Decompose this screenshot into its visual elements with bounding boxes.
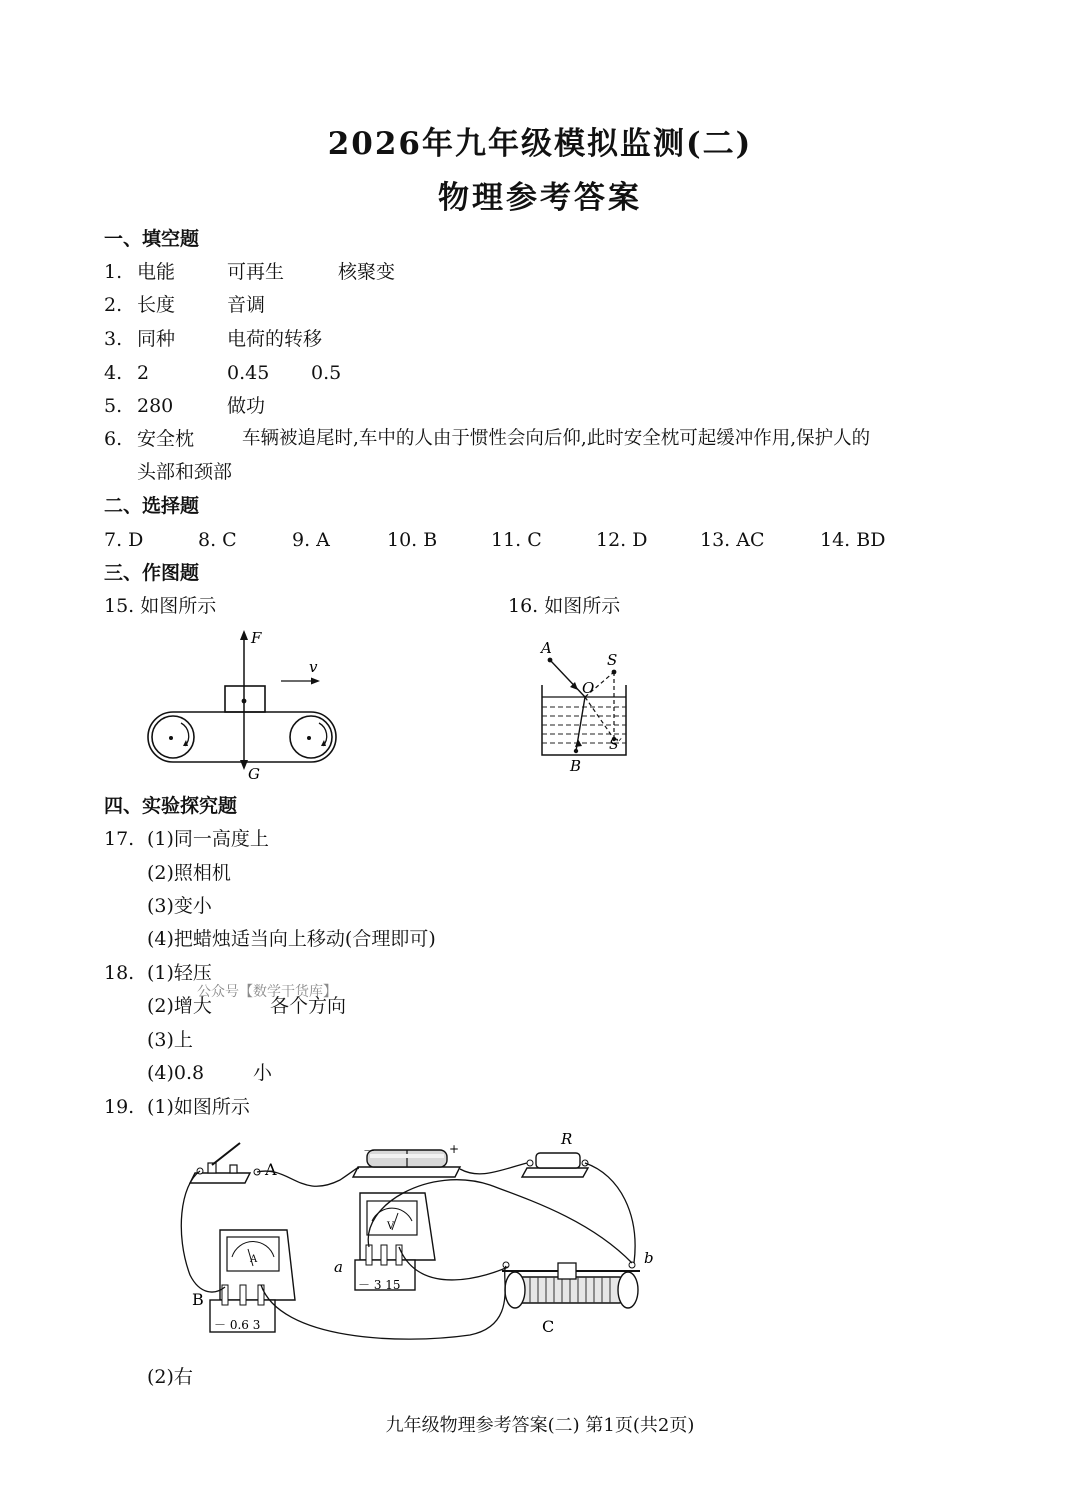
battery-minus: － [363,1144,376,1158]
q6-answer-2: 车辆被追尾时,车中的人由于惯性会向后仰,此时安全枕可起缓冲作用,保护人的 [242,428,871,449]
figure-15-conveyor [135,622,350,787]
voltmeter-terminals: － 3 15 [358,1278,401,1292]
q17-item-3: (3)变小 [147,895,212,917]
q19-number: 19. [104,1096,135,1118]
ammeter [210,1230,295,1332]
label-A: A [265,1160,277,1179]
page-footer: 九年级物理参考答案(二) 第1页(共2页) [385,1415,695,1436]
label-S: S [607,651,618,669]
q17-item-1: (1)同一高度上 [147,828,269,850]
label-R: R [561,1130,573,1148]
force-G-arrowhead [240,760,248,770]
label-B: B [192,1290,204,1309]
q18-item-1: (1)轻压 [147,962,212,984]
choice-answer-10: 10. B [387,529,438,551]
q2-answer-2: 音调 [227,294,266,316]
q4-answer-3: 0.5 [311,362,342,384]
label-O: O [582,679,595,697]
force-F-arrowhead [240,630,248,640]
label-A: A [541,639,552,657]
q2-number: 2. [104,294,123,316]
q4-answer-2: 0.45 [227,362,270,384]
label-v: v [309,658,318,676]
ammeter-terminals: － 0.6 3 [214,1318,261,1332]
label-G: G [248,765,260,783]
q3-answer-1: 同种 [137,328,176,350]
q1-answer-3: 核聚变 [338,261,396,283]
q3-number: 3. [104,328,123,350]
q3-answer-2: 电荷的转移 [227,328,323,350]
rheostat [502,1262,640,1308]
voltmeter-letter: V [387,1221,395,1232]
choice-answer-9: 9. A [292,529,330,551]
label-B: B [570,757,582,775]
point-A [548,658,553,663]
section-heading-experiment: 四、实验探究题 [104,795,238,817]
q17-item-4: (4)把蜡烛适当向上移动(合理即可) [147,928,436,950]
q18-item-2: (2)增大 [147,995,212,1017]
figure-19-circuit [170,1125,670,1350]
incident-ray [550,660,585,697]
q19-item-1: (1)如图所示 [147,1096,250,1118]
resistor [522,1153,588,1177]
q17-number: 17. [104,828,135,850]
choice-answer-7: 7. D [104,529,144,551]
point-S [612,670,617,675]
choice-answer-12: 12. D [596,529,648,551]
choice-answer-13: 13. AC [700,529,765,551]
q18-item-4b: 小 [253,1062,273,1084]
q18-item-2b: 各个方向 [270,995,347,1017]
label-C: C [542,1317,555,1336]
switch [190,1143,260,1183]
voltmeter [355,1193,435,1290]
ammeter-letter: A [250,1254,258,1265]
velocity-arrowhead [311,678,320,685]
watermark: 公众号【数学干货库】 [197,984,337,1000]
section-heading-drawing: 三、作图题 [104,562,200,584]
q2-answer-1: 长度 [137,294,176,316]
label-a: a [334,1258,343,1276]
q5-number: 5. [104,395,123,417]
left-roller-center [169,736,173,740]
right-roller [290,716,332,758]
q18-number: 18. [104,962,135,984]
virtual-ray [585,697,614,739]
section-heading-choice: 二、选择题 [104,495,200,517]
q17-item-2: (2)照相机 [147,862,231,884]
battery-plus: + [449,1142,460,1156]
q6-number: 6. [104,428,123,450]
label-F: F [251,629,262,647]
choice-answer-11: 11. C [491,529,542,551]
choice-answer-14: 14. BD [820,529,886,551]
label-S-prime: S′ [609,737,622,753]
q4-answer-1: 2 [137,362,150,384]
q1-answer-1: 电能 [137,261,176,283]
q18-item-4: (4)0.8 [147,1062,205,1084]
left-roller [152,716,194,758]
page-subtitle: 物理参考答案 [438,180,642,216]
center-of-mass [242,699,247,704]
section-heading-fill-blank: 一、填空题 [104,228,200,250]
figure-16-optics [530,635,640,780]
right-roller-center [307,736,311,740]
q5-answer-1: 280 [137,395,174,417]
q19-item-2: (2)右 [147,1366,193,1388]
q5-answer-2: 做功 [227,395,266,417]
q18-item-3: (3)上 [147,1029,193,1051]
q16-label: 16. 如图所示 [508,595,621,617]
label-b: b [644,1249,654,1267]
q1-answer-2: 可再生 [227,261,285,283]
q1-number: 1. [104,261,123,283]
point-B [574,749,578,753]
q6-answer-3: 头部和颈部 [137,461,233,483]
q4-number: 4. [104,362,123,384]
q6-answer-1: 安全枕 [137,428,195,450]
page-title: 2026年九年级模拟监测(二) [327,126,753,162]
q15-label: 15. 如图所示 [104,595,217,617]
choice-answer-8: 8. C [198,529,237,551]
